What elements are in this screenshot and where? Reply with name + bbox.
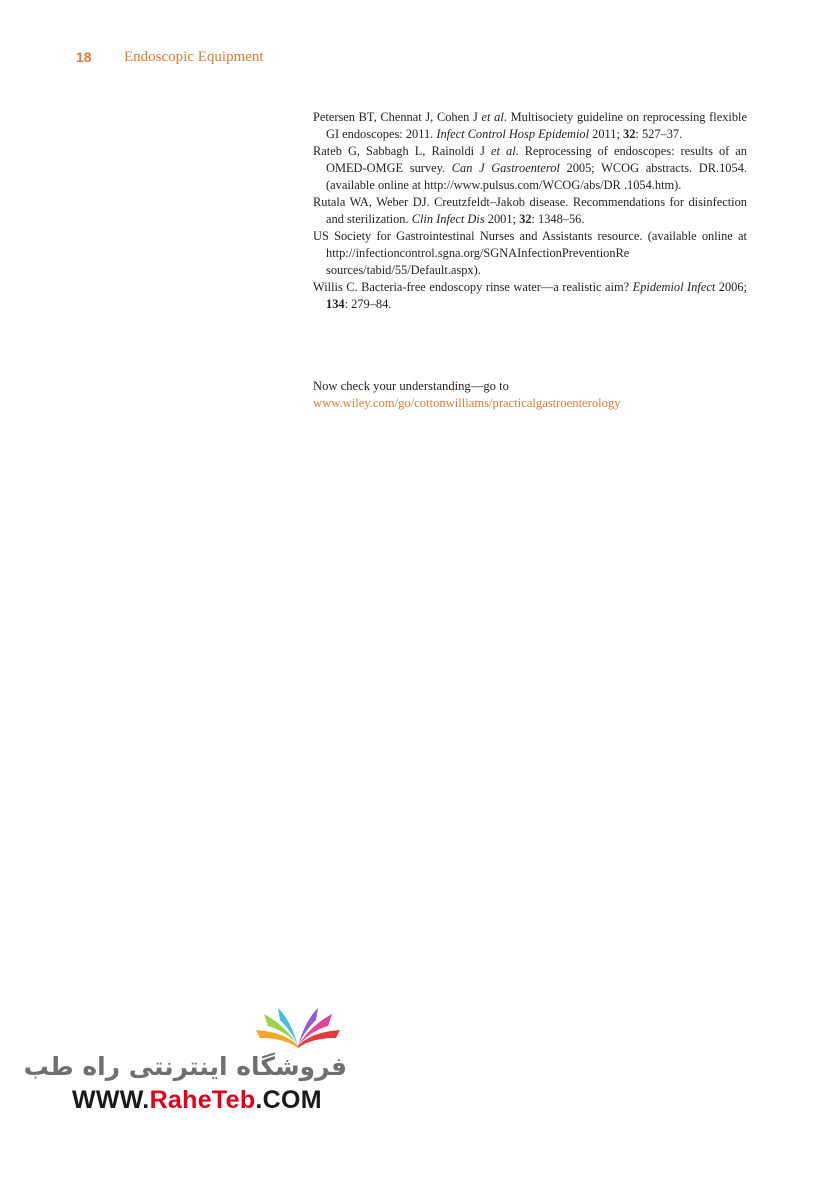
reference-item: Petersen BT, Chennat J, Cohen J et al. Multisociety guideline on reprocessing flexible GI endoscopes: 2011. Infect Control Hosp Epidemiol 2011; 32: 527–37.: [313, 110, 747, 141]
reference-item: Rutala WA, Weber DJ. Creutzfeldt–Jakob disease. Recommendations for disinfection and sterilization. Clin Infect Dis 2001; 32: 1348–56.: [313, 195, 747, 226]
running-head: Endoscopic Equipment: [124, 49, 264, 65]
reference-item: Willis C. Bacteria-free endoscopy rinse water—a realistic aim? Epidemiol Infect 2006; 134: 279–84.: [313, 280, 747, 311]
reference-item: US Society for Gastrointestinal Nurses and Assistants resource. (available online at http://infectioncontrol.sgna.org/SGNAInfectionPreventionRe sources/tabid/55/Default.aspx).: [313, 229, 747, 277]
check-understanding: [313, 378, 753, 412]
page-number: 18: [76, 49, 92, 65]
reference-item: Rateb G, Sabbagh L, Rainoldi J et al. Reprocessing of endoscopes: results of an OMED-OMGE survey. Can J Gastroenterol 2005; WCOG abstracts. DR.1054. (available online at http://www.pulsus.com/WCOG/abs/DR .1054.htm).: [313, 144, 747, 192]
raheteb-logo: [23, 1002, 360, 1122]
logo-url: WWW.RaheTeb.COM: [72, 1086, 322, 1114]
check-text: Now check your understanding—go to: [313, 379, 509, 393]
reference-list: [313, 109, 747, 313]
logo-persian-text: فروشگاه اینترنتی راه طب: [23, 1052, 347, 1081]
companion-site-link[interactable]: www.wiley.com/go/cottonwilliams/practicalgastroenterology: [313, 396, 621, 410]
open-book-rainbow-icon: [248, 1002, 348, 1052]
